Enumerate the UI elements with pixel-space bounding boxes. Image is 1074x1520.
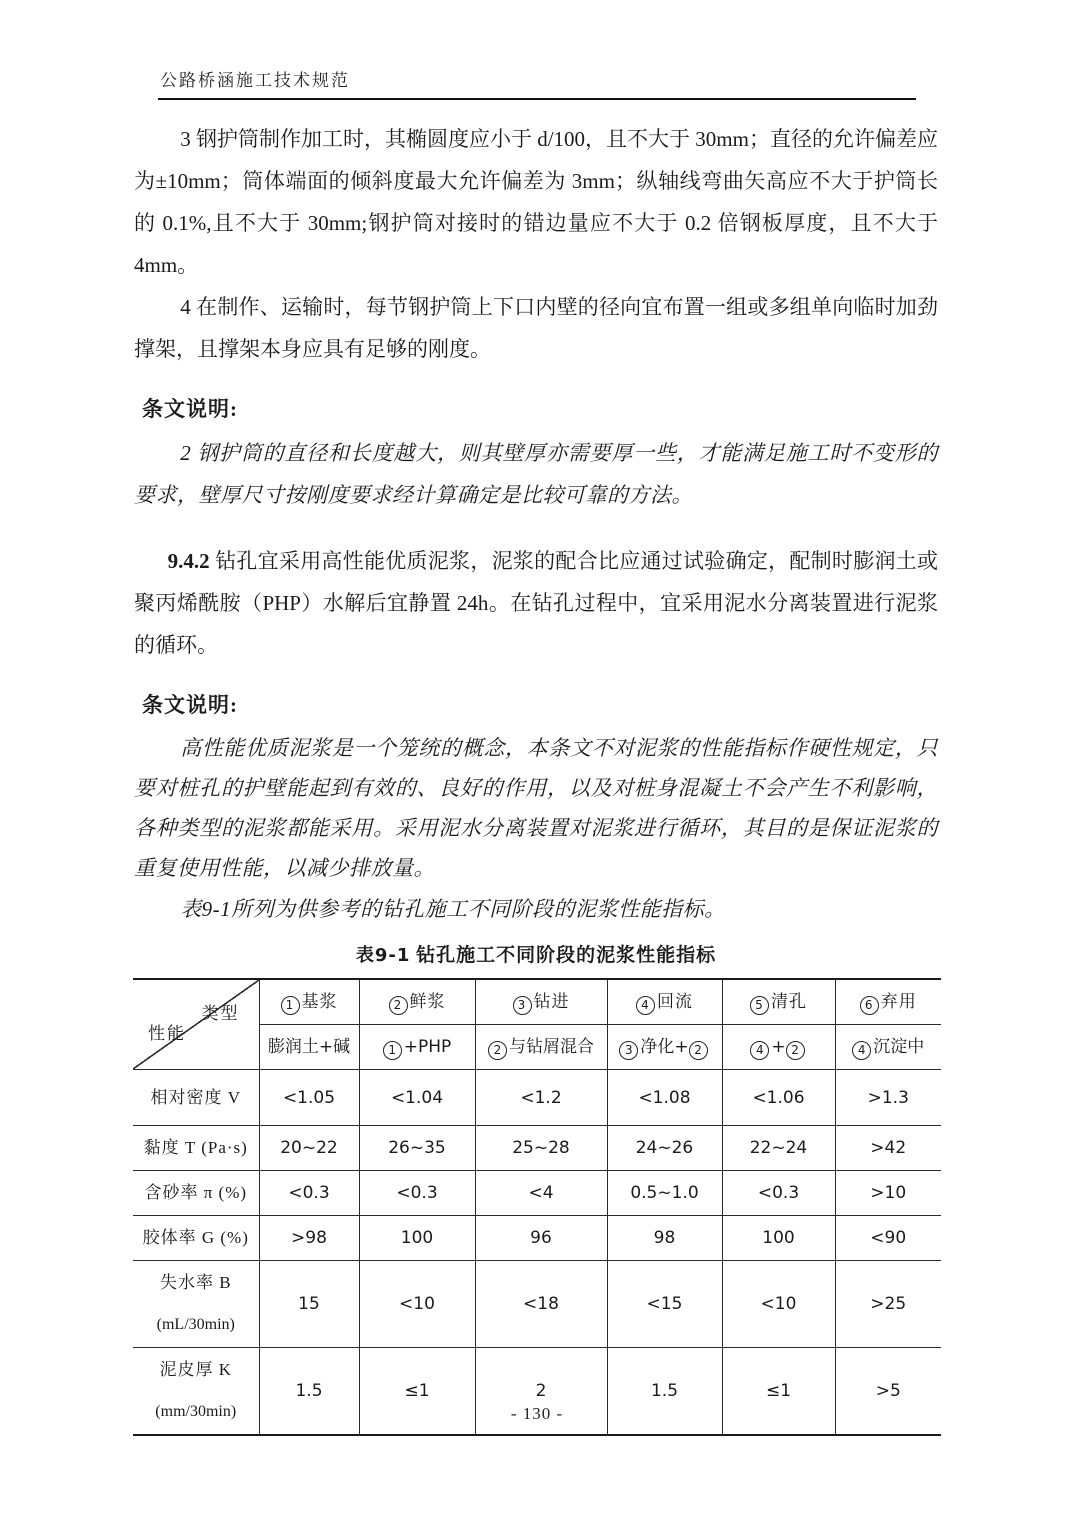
row-label-cell <box>133 1070 259 1126</box>
notes2-text: 高性能优质泥浆是一个笼统的概念，本条文不对泥浆的性能指标作硬性规定，只要对桩孔的护壁能起到有效的、良好的作用，以及对桩身混凝土不会产生不利影响，各种类型的泥浆都能采用。采用泥水分离装置对泥浆进行循环，其目的是保证泥浆的重复使用性能，以减少排放量。 <box>134 736 938 880</box>
table-row <box>133 1070 941 1126</box>
column-header: 1 基浆 <box>259 979 359 1025</box>
row-label: 胶体率 G (%) <box>142 1228 249 1247</box>
circled-number: 2 <box>689 1041 708 1060</box>
circled-number: 5 <box>750 996 769 1015</box>
value-cell: 15 <box>259 1261 359 1348</box>
value-cell: <0.3 <box>259 1171 359 1216</box>
value-cell: >5 <box>835 1348 941 1436</box>
circled-number: 2 <box>389 996 408 1015</box>
value-cell: >10 <box>835 1171 941 1216</box>
row-label: 相对密度 V <box>150 1087 242 1107</box>
value-cell: >42 <box>835 1126 941 1171</box>
row-label-cell <box>133 1171 259 1216</box>
table-row <box>133 1171 941 1216</box>
row-label: 失水率 B <box>159 1273 232 1292</box>
circled-number: 3 <box>513 996 532 1015</box>
table-title-text: 钻孔施工不同阶段的泥浆性能指标 <box>416 945 717 966</box>
value-cell: <1.08 <box>607 1070 722 1126</box>
row-label: 黏度 T (Pa·s) <box>143 1138 248 1157</box>
row-label-cell <box>133 1126 259 1171</box>
column-subheader: 3 净化+ 2 <box>607 1025 722 1070</box>
value-cell: 100 <box>359 1216 475 1261</box>
value-cell: <10 <box>359 1261 475 1348</box>
value-cell: <1.05 <box>259 1070 359 1126</box>
row-unit: (mm/30min) <box>155 1403 237 1420</box>
corner-label-type: 类型 <box>201 1003 240 1023</box>
circled-number: 3 <box>619 1041 638 1060</box>
table-row <box>133 1261 941 1348</box>
value-cell: 0.5~1.0 <box>607 1171 722 1216</box>
value-cell: 96 <box>475 1216 607 1261</box>
clause-942-text: 钻孔宜采用高性能优质泥浆，泥浆的配合比应通过试验确定，配制时膨润土或聚丙烯酰胺（PHP）水解后宜静置 24h。在钻孔过程中，宜采用泥水分离装置进行泥浆的循环。 <box>134 549 938 657</box>
value-cell: <1.04 <box>359 1070 475 1126</box>
row-label-cell <box>133 1216 259 1261</box>
value-cell: 1.5 <box>259 1348 359 1436</box>
value-cell: 2 <box>475 1348 607 1436</box>
table-row <box>133 1216 941 1261</box>
value-cell: >25 <box>835 1261 941 1348</box>
row-label-cell <box>133 1261 259 1348</box>
column-header: 5 清孔 <box>722 979 835 1025</box>
value-cell: 100 <box>722 1216 835 1261</box>
value-cell: <0.3 <box>359 1171 475 1216</box>
value-cell: ≤1 <box>722 1348 835 1436</box>
corner-label-property: 性能 <box>148 1023 186 1043</box>
running-head-title: 公路桥涵施工技术规范 <box>160 71 350 90</box>
value-cell: ≤1 <box>359 1348 475 1436</box>
page-content <box>134 118 938 1436</box>
circled-number: 2 <box>488 1041 507 1060</box>
corner-diagonal <box>136 985 256 1065</box>
row-label: 含砂率 π (%) <box>144 1183 248 1202</box>
table-title <box>134 942 938 970</box>
circled-number: 2 <box>786 1041 805 1060</box>
clause-item-3: 3 钢护筒制作加工时，其椭圆度应小于 d/100，且不大于 30mm；直径的允许偏差应为±10mm；筒体端面的倾斜度最大允许偏差为 3mm；纵轴线弯曲矢高应不大于护筒长的 0.1%,且不大于 30mm;钢护筒对接时的错边量应不大于 0.2 倍钢板厚度，且不大于 4mm。 <box>134 127 938 277</box>
table-intro-sentence: 表9-1所列为供参考的钻孔施工不同阶段的泥浆性能指标。 <box>180 897 726 921</box>
value-cell: <1.06 <box>722 1070 835 1126</box>
table-title-number: 表9-1 <box>355 945 411 966</box>
column-subheader: 4 + 2 <box>722 1025 835 1070</box>
notes1-heading: 条文说明: <box>142 397 238 421</box>
header-rule <box>158 98 916 100</box>
circled-number: 1 <box>281 996 300 1015</box>
circled-number: 6 <box>860 996 879 1015</box>
column-subheader: 1 +PHP <box>359 1025 475 1070</box>
notes1-text: 2 钢护筒的直径和长度越大，则其壁厚亦需要厚一些，才能满足施工时不变形的要求，壁厚尺寸按刚度要求经计算确定是比较可靠的方法。 <box>134 441 938 507</box>
clause-item-4: 4 在制作、运输时，每节钢护筒上下口内壁的径向宜布置一组或多组单向临时加劲撑架，且撑架本身应具有足够的刚度。 <box>134 295 938 361</box>
value-cell: >1.3 <box>835 1070 941 1126</box>
value-cell: <10 <box>722 1261 835 1348</box>
clause-942-number: 9.4.2 <box>167 549 210 573</box>
circled-number: 4 <box>750 1041 769 1060</box>
column-header: 6 弃用 <box>835 979 941 1025</box>
column-header: 4 回流 <box>607 979 722 1025</box>
notes2-heading: 条文说明: <box>142 693 238 717</box>
value-cell: 22~24 <box>722 1126 835 1171</box>
value-cell: <0.3 <box>722 1171 835 1216</box>
value-cell: <18 <box>475 1261 607 1348</box>
value-cell: 24~26 <box>607 1126 722 1171</box>
circled-number: 4 <box>636 996 655 1015</box>
circled-number: 4 <box>852 1041 871 1060</box>
table-row <box>133 1126 941 1171</box>
value-cell: <15 <box>607 1261 722 1348</box>
clause-942 <box>134 540 938 666</box>
column-subheader: 4 沉淀中 <box>835 1025 941 1070</box>
page-number: - 130 - <box>510 1404 564 1423</box>
value-cell: 1.5 <box>607 1348 722 1436</box>
value-cell: 26~35 <box>359 1126 475 1171</box>
mud-performance-table <box>133 978 941 1436</box>
circled-number: 1 <box>383 1041 402 1060</box>
value-cell: 98 <box>607 1216 722 1261</box>
value-cell: <1.2 <box>475 1070 607 1126</box>
corner-cell <box>133 979 259 1070</box>
column-subheader: 2 与钻屑混合 <box>475 1025 607 1070</box>
value-cell: 25~28 <box>475 1126 607 1171</box>
value-cell: <4 <box>475 1171 607 1216</box>
table-header-row <box>133 979 941 1025</box>
value-cell: 20~22 <box>259 1126 359 1171</box>
value-cell: >98 <box>259 1216 359 1261</box>
row-unit: (mL/30min) <box>156 1316 235 1333</box>
column-header: 2 鲜浆 <box>359 979 475 1025</box>
value-cell: <90 <box>835 1216 941 1261</box>
column-subheader: 膨润土+碱 <box>259 1025 359 1070</box>
column-header: 3 钻进 <box>475 979 607 1025</box>
row-label: 泥皮厚 K <box>159 1360 233 1379</box>
